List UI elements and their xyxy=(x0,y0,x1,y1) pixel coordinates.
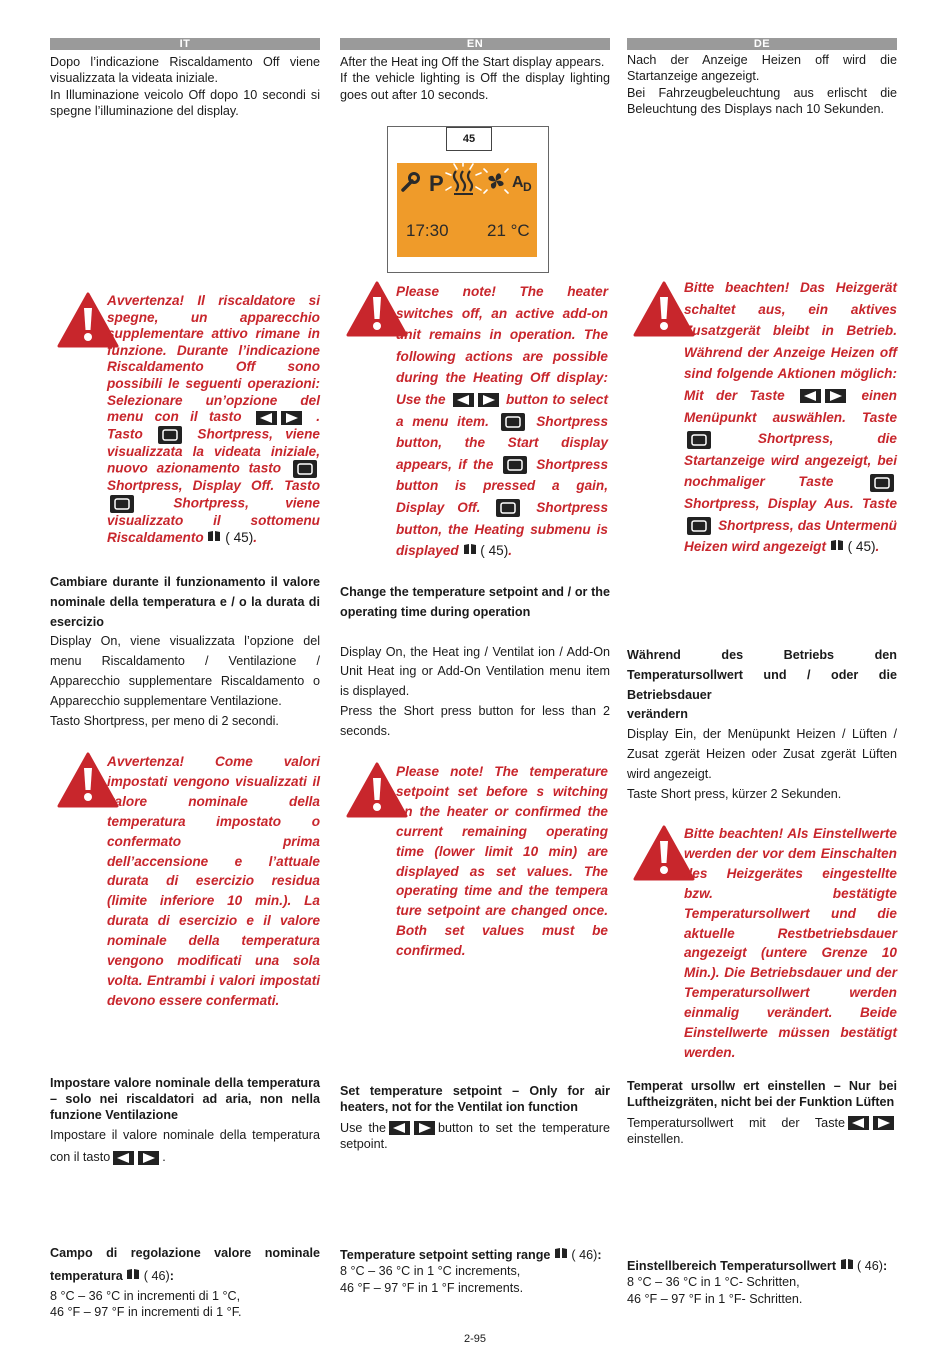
de-warning-2: Bitte beachten! Als Einstellwerte werden der vor dem Einschalten des Heizgerätes eingestellte bzw. bestätigte Temperatursollwert und die aktuelle Restbetriebsdauer angezeigt (untere Grenze 10 Min.). Die Betriebsdauer und der Temperatursollwert werden einmalig verändert. Beide Einstellwerte müssen bestätigt werden. xyxy=(684,826,897,1060)
de-sec1-line: Taste Short press, kürzer 2 Sekunden. xyxy=(627,786,842,801)
display-page-tab: 45 xyxy=(446,127,492,151)
page-number: 2-95 xyxy=(463,1333,487,1345)
it-sec3-title-text: Campo di regolazione valore nominale temperatura xyxy=(50,1246,320,1283)
it-warn1-end: . xyxy=(253,529,257,545)
book-icon xyxy=(554,1247,568,1259)
book-icon xyxy=(126,1268,140,1280)
ok-key-icon xyxy=(496,499,520,517)
book-icon xyxy=(840,1258,854,1270)
en-sec1-title: Change the temperature setpoint and / or the operating time during operation xyxy=(340,585,610,619)
de-sec3-ref: ( 46) xyxy=(857,1259,883,1273)
arrow-keys-icon xyxy=(256,411,302,425)
it-warn1-text: Shortpress, viene visualizzata la videata iniziale, nuovo azionamento tasto xyxy=(107,426,320,476)
en-sec2-text: Use the xyxy=(340,1120,386,1135)
en-warn1-text: Shortpress button, the Start display appears, if the xyxy=(396,413,608,472)
en-intro-line: After the Heat ing Off the Start display appears. xyxy=(340,55,605,69)
it-warn1-text: Shortpress, viene visualizzato il sottomenu Riscaldamento xyxy=(107,495,320,545)
de-intro-line: Nach der Anzeige Heizen off wird die Startanzeige angezeigt. xyxy=(627,53,897,84)
en-intro xyxy=(340,54,610,103)
en-sec3-title xyxy=(340,1247,610,1263)
ok-key-icon xyxy=(687,431,711,449)
de-warn1-ref xyxy=(830,539,876,554)
en-warn1-text: Shortpress button, the Heating submenu is displayed xyxy=(396,499,608,559)
fan-icon xyxy=(484,169,508,193)
it-section-1 xyxy=(50,573,320,731)
de-sec3-line: 46 °F – 97 °F in 1 °F- Schritten. xyxy=(627,1291,803,1306)
display-icons xyxy=(397,163,537,257)
en-sec2-body xyxy=(340,1120,610,1153)
en-warn1-end: . xyxy=(508,543,513,559)
arrow-keys-icon xyxy=(113,1151,159,1165)
it-sec3-line: 46 °F – 97 °F in incrementi di 1 °F. xyxy=(50,1305,242,1319)
en-sec2-end: button to set the temperature setpoint. xyxy=(340,1120,610,1151)
arrow-keys-icon xyxy=(453,393,499,407)
de-warn1-text: Shortpress, Display Aus. Taste xyxy=(684,495,897,511)
display-time: 17:30 xyxy=(406,221,449,240)
de-warning-1 xyxy=(684,277,897,558)
it-section-2 xyxy=(50,1075,320,1168)
ok-key-icon xyxy=(110,495,134,513)
arrow-keys-icon xyxy=(389,1121,435,1135)
ok-key-icon xyxy=(158,426,182,444)
de-sec3-title xyxy=(627,1258,897,1274)
en-warn1-ref-text: ( 45) xyxy=(480,543,509,559)
de-sec2-body xyxy=(627,1115,897,1148)
en-sec3-title-text: Temperature setpoint setting range xyxy=(340,1248,551,1262)
it-sec1-title: Cambiare durante il funzionamento il valore nominale della temperatura e / o la durata di esercizio xyxy=(50,575,320,629)
de-sec1-line: Display Ein, der Menüpunkt Heizen / Lüften / Zusat zgerät Heizen oder Zusat zgerät Lüften wird angezeigt. xyxy=(627,727,897,781)
it-sec2-text: Impostare il valore nominale della temperatura con il tasto xyxy=(50,1128,320,1164)
it-warn1-ref-text: ( 45) xyxy=(225,529,254,545)
it-warn1-text: Avvertenza! Il riscaldatore si spegne, un apparecchio supplementare attivo rimane in funzione. Durante l’indicazione Riscaldamento Off sono possibili le seguenti operazioni: Selezionare un’opzione del menu con il tasto xyxy=(107,293,320,425)
it-sec1-line: Tasto Shortpress, per meno di 2 secondi. xyxy=(50,713,279,728)
de-intro-line: Bei Fahrzeugbeleuchtung aus erlischt die Beleuchtung des Displays nach 10 Sekunden. xyxy=(627,85,897,116)
display-ad-sub: D xyxy=(523,180,532,194)
it-warning-2: Avvertenza! Come valori impostati vengono visualizzati il valore nominale della temperatura impostato o confermato prima dell’accensione e l’attuale durata di esercizio residua (limite inferiore 10 min.). La durata di esercizio e il valore nominale della temperatura vengono modificati una sola volta. Entrambi i valori impostati devono essere confermati. xyxy=(107,754,320,1008)
en-warn1-text: Shortpress button is pressed a gain, Display Off. xyxy=(396,456,608,515)
de-sec1-title: Während des Betriebs den Temperatursollwert und / oder die Betriebsdauer xyxy=(627,648,897,702)
it-sec2-end: . xyxy=(162,1150,166,1164)
display-p-label: P xyxy=(429,171,444,196)
heating-icon xyxy=(446,163,481,194)
de-sec3-line: 8 °C – 36 °C in 1 °C- Schritten, xyxy=(627,1275,800,1290)
de-section-3 xyxy=(627,1258,897,1307)
en-sec3-colon: : xyxy=(597,1248,602,1262)
it-warn1-text: . Tasto xyxy=(107,409,320,442)
de-warn1-text: Shortpress, die Startanzeige wird angezeigt, bei nochmaliger Taste xyxy=(684,431,897,490)
book-icon xyxy=(830,539,844,551)
it-warning-1 xyxy=(107,293,320,546)
de-warn1-end: . xyxy=(875,539,880,555)
en-sec3-line: 46 °F – 97 °F in 1 °F increments. xyxy=(340,1280,524,1295)
it-section-3 xyxy=(50,1242,320,1320)
en-sec1-line: Display On, the Heat ing / Ventilat ion / Add-On Unit Heat ing or Add-On Ventilation menu item is displayed. xyxy=(340,644,610,699)
en-sec1-line: Press the Short press button for less than 2 seconds. xyxy=(340,703,610,738)
de-sec2-end: einstellen. xyxy=(627,1131,684,1146)
it-intro-line: Dopo l’indicazione Riscaldamento Off viene visualizzata la videata iniziale. xyxy=(50,55,320,86)
it-intro-line: In Illuminazione veicolo Off dopo 10 secondi si spegne l’illuminazione del display. xyxy=(50,87,320,118)
it-warn1-ref xyxy=(207,530,253,545)
en-sec2-title: Set temperature setpoint – Only for air heaters, not for the Ventilat ion function xyxy=(340,1084,610,1115)
en-section-3 xyxy=(340,1247,610,1296)
ok-key-icon xyxy=(503,456,527,474)
header-de: DE xyxy=(627,38,897,50)
it-sec2-title: Impostare valore nominale della temperatura – solo nei riscaldatori ad aria, non nella funzione Ventilazione xyxy=(50,1076,320,1122)
book-icon xyxy=(207,530,221,542)
en-sec3-line: 8 °C – 36 °C in 1 °C increments, xyxy=(340,1264,521,1279)
de-sec3-colon: : xyxy=(882,1259,888,1273)
header-it: IT xyxy=(50,38,320,50)
book-icon xyxy=(463,543,477,555)
it-sec3-line: 8 °C – 36 °C in incrementi di 1 °C, xyxy=(50,1289,241,1303)
en-warn1-text: button to select a menu item. xyxy=(396,391,608,429)
ok-key-icon xyxy=(501,413,525,431)
de-warn1-text: einen Menüpunkt auswählen. Taste xyxy=(684,387,897,425)
de-warn1-text: Bitte beachten! Das Heizgerät schaltet aus, ein aktives Zusatzgerät bleibt in Betrieb. Während der Anzeige Heizen off sind folgende Aktionen möglich: Mit der Taste xyxy=(684,280,897,403)
de-sec2-title: Temperat ursollw ert einstellen – Nur bei Luftheizgräten, nicht bei der Funktion Lüften xyxy=(627,1079,897,1110)
de-section-1 xyxy=(627,646,897,804)
en-warn1-ref xyxy=(463,543,509,558)
ok-key-icon xyxy=(870,474,894,492)
en-warning-2: Please note! The temperature setpoint set before s witching on the heater or confirmed the current remaining operating time (lower limit 10 min) are displayed as set values. The operating time and the tempera ture setpoint are changed once. Both set values must be confirmed. xyxy=(396,764,608,959)
ok-key-icon xyxy=(687,517,711,535)
arrow-keys-icon xyxy=(848,1116,894,1130)
de-warn1-text: Shortpress, das Untermenü Heizen wird angezeigt xyxy=(684,517,897,555)
it-sec2-body xyxy=(50,1124,320,1168)
de-warn1-ref-text: ( 45) xyxy=(847,539,876,555)
it-sec3-ref: ( 46) xyxy=(143,1269,170,1283)
de-section-2 xyxy=(627,1078,897,1147)
header-en: EN xyxy=(340,38,610,50)
arrow-keys-icon xyxy=(800,389,846,403)
display-ad-label: A xyxy=(512,174,524,191)
en-warning-1 xyxy=(396,281,608,562)
it-intro xyxy=(50,54,320,119)
de-sec1-title: verändern xyxy=(627,707,688,722)
de-intro xyxy=(627,52,897,117)
wrench-icon xyxy=(403,174,419,191)
it-sec3-colon: : xyxy=(169,1269,174,1283)
de-sec3-title-text: Einstellbereich Temperatursollwert xyxy=(627,1259,837,1273)
en-section-1 xyxy=(340,583,610,742)
de-sec2-text: Temperatursollwert mit der Taste xyxy=(627,1115,845,1130)
en-warn1-text: Please note! The heater switches off, an active add-on unit remains in operation. The following actions are possible during the Heating Off display: Use the xyxy=(396,284,608,407)
ok-key-icon xyxy=(293,460,317,478)
it-sec1-line: Display On, viene visualizzata l’opzione del menu Riscaldamento / Ventilazione / Apparecchio supplementare Riscaldamento o Apparecchio supplementare Ventilazione. xyxy=(50,634,320,708)
en-intro-line: If the vehicle lighting is Off the display lighting goes out after 10 seconds. xyxy=(340,71,610,102)
display-temperature: 21 °C xyxy=(487,221,530,240)
en-section-2 xyxy=(340,1083,610,1152)
it-sec3-title xyxy=(50,1242,320,1288)
it-warn1-text: Shortpress, Display Off. Tasto xyxy=(107,478,320,494)
en-sec3-ref: ( 46) xyxy=(571,1248,598,1262)
display-screen xyxy=(397,163,537,257)
